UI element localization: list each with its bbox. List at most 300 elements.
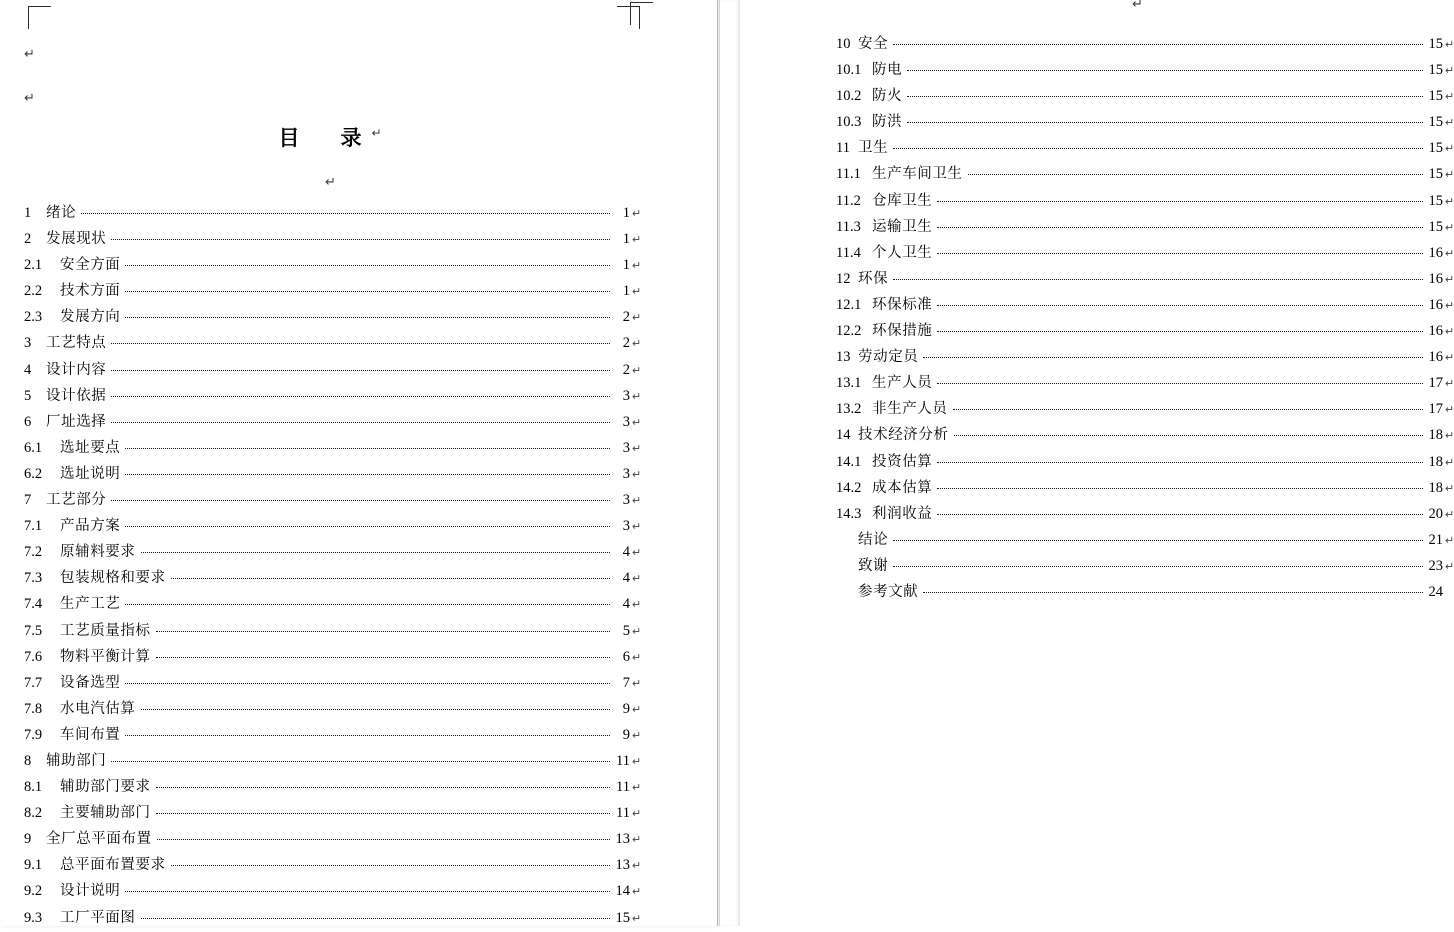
toc-entry-page: 15 — [1428, 88, 1443, 105]
toc-entry-number: 9.2 — [24, 883, 43, 900]
toc-entry-page: 1 — [622, 283, 630, 300]
toc-entry-label: 产品方案 — [60, 518, 121, 535]
paragraph-mark: ↵ — [632, 547, 642, 560]
toc-entry[interactable] — [24, 410, 640, 436]
paragraph-mark: ↵ — [1445, 169, 1454, 182]
toc-list-left — [24, 201, 640, 932]
toc-entry-page: 11 — [616, 805, 630, 822]
toc-entry-number: 9.3 — [24, 909, 43, 926]
toc-entry-number: 7.1 — [24, 518, 43, 535]
paragraph-mark: ↵ — [24, 90, 35, 105]
toc-entry-label: 工艺质量指标 — [60, 622, 151, 639]
toc-entry[interactable] — [24, 801, 640, 827]
toc-entry-number: 7.6 — [24, 648, 43, 665]
toc-entry-page: 3 — [622, 465, 630, 482]
paragraph-mark: ↵ — [632, 886, 642, 899]
toc-entry-page: 4 — [622, 570, 630, 587]
toc-entry[interactable] — [836, 450, 1453, 476]
toc-entry-page: 15 — [1428, 62, 1443, 79]
toc-entry-page: 13 — [615, 857, 630, 874]
toc-entry-label: 技术经济分析 — [858, 427, 949, 444]
toc-entry-number: 2.3 — [24, 309, 43, 326]
toc-entry-page: 11 — [616, 752, 630, 769]
paragraph-mark: ↵ — [632, 286, 642, 299]
toc-entry-page: 1 — [622, 257, 630, 274]
paragraph-mark: ↵ — [632, 677, 642, 690]
page-separator — [719, 0, 741, 926]
toc-entry-label: 设计内容 — [46, 361, 107, 378]
toc-leader-dots — [954, 434, 1423, 436]
toc-entry-number: 8.1 — [24, 779, 43, 796]
toc-entry-number: 12.1 — [836, 296, 862, 313]
toc-entry-page: 18 — [1428, 427, 1443, 444]
toc-entry-number: 7.5 — [24, 622, 43, 639]
toc-leader-dots — [157, 838, 610, 840]
toc-entry-number: 9 — [24, 831, 32, 848]
toc-entry[interactable] — [836, 58, 1453, 84]
toc-entry[interactable] — [24, 879, 640, 905]
toc-leader-dots — [923, 356, 1423, 358]
toc-entry-number: 7 — [24, 492, 32, 509]
toc-leader-dots — [125, 682, 610, 684]
toc-entry-label: 选址说明 — [60, 465, 121, 482]
toc-list-right — [836, 32, 1453, 606]
toc-entry[interactable] — [836, 241, 1453, 267]
toc-entry-number: 4 — [24, 361, 32, 378]
toc-entry-number: 13.2 — [836, 401, 862, 418]
toc-entry-label: 仓库卫生 — [872, 192, 933, 209]
paragraph-mark: ↵ — [1445, 143, 1454, 156]
toc-entry[interactable] — [24, 619, 640, 645]
paragraph-mark: ↵ — [632, 573, 642, 586]
toc-leader-dots — [171, 577, 610, 579]
toc-entry-label: 个人卫生 — [872, 244, 933, 261]
toc-leader-dots — [141, 708, 611, 710]
toc-entry-page: 18 — [1428, 479, 1443, 496]
toc-entry-page: 24 — [1428, 583, 1443, 600]
toc-leader-dots — [125, 890, 610, 892]
toc-entry-page: 20 — [1428, 505, 1443, 522]
paragraph-mark: ↵ — [632, 651, 642, 664]
toc-entry-number: 10.3 — [836, 114, 862, 131]
toc-entry[interactable] — [24, 592, 640, 618]
toc-leader-dots — [111, 499, 610, 501]
paragraph-mark: ↵ — [632, 468, 642, 481]
toc-entry[interactable] — [24, 384, 640, 410]
paragraph-mark: ↵ — [632, 808, 642, 821]
toc-leader-dots — [907, 95, 1423, 97]
toc-entry-number: 1 — [24, 205, 32, 221]
crop-mark-top-left — [630, 2, 653, 25]
toc-leader-dots — [937, 252, 1423, 254]
toc-entry-label: 成本估算 — [872, 479, 933, 496]
toc-entry-page: 9 — [622, 700, 630, 717]
paragraph-mark: ↵ — [632, 834, 642, 847]
toc-entry-label: 利润收益 — [872, 505, 933, 522]
toc-entry-number: 7.9 — [24, 726, 43, 743]
toc-entry-number: 13.1 — [836, 375, 862, 392]
toc-entry-page: 15 — [1428, 114, 1443, 131]
toc-entry[interactable] — [836, 554, 1453, 580]
toc-entry-label: 选址要点 — [60, 439, 121, 456]
toc-entry-number: 6.1 — [24, 439, 43, 456]
toc-leader-dots — [937, 200, 1423, 202]
toc-entry-label: 设备选型 — [60, 674, 121, 691]
toc-entry-label: 环保标准 — [872, 296, 933, 313]
toc-entry-label: 参考文献 — [858, 583, 919, 600]
toc-entry[interactable] — [24, 462, 640, 488]
paragraph-mark: ↵ — [632, 416, 642, 429]
toc-entry-number: 3 — [24, 335, 32, 352]
toc-entry-number: 6.2 — [24, 465, 43, 482]
paragraph-mark: ↵ — [632, 260, 642, 273]
paragraph-mark: ↵ — [1445, 91, 1454, 104]
toc-entry[interactable] — [24, 253, 640, 279]
toc-entry[interactable] — [836, 189, 1453, 215]
toc-leader-dots — [111, 421, 610, 423]
paragraph-mark: ↵ — [632, 521, 642, 534]
toc-entry-page: 16 — [1428, 296, 1443, 313]
toc-entry-label: 设计说明 — [60, 883, 121, 900]
toc-entry-label: 生产人员 — [872, 375, 933, 392]
paragraph-mark: ↵ — [24, 46, 35, 61]
toc-entry-label: 物料平衡计算 — [60, 648, 151, 665]
toc-entry-number: 7.8 — [24, 700, 43, 717]
toc-entry[interactable] — [836, 267, 1453, 293]
toc-entry-page: 14 — [615, 883, 630, 900]
toc-entry-number: 2 — [24, 231, 32, 248]
toc-entry-page: 3 — [622, 518, 630, 535]
toc-entry-page: 3 — [622, 439, 630, 456]
paragraph-mark: ↵ — [1445, 247, 1454, 260]
toc-entry-label: 防洪 — [872, 114, 903, 131]
toc-entry-label: 致谢 — [858, 557, 889, 574]
toc-entry[interactable] — [24, 671, 640, 697]
toc-entry[interactable] — [836, 528, 1453, 554]
toc-entry[interactable] — [24, 331, 640, 357]
toc-entry-number: 8 — [24, 752, 32, 769]
toc-leader-dots — [125, 473, 610, 475]
toc-entry-number: 7.2 — [24, 544, 43, 561]
paragraph-mark: ↵ — [1445, 534, 1454, 547]
paragraph-mark: ↵ — [632, 495, 642, 508]
toc-entry-number: 10 — [836, 36, 851, 52]
paragraph-mark: ↵ — [632, 625, 642, 638]
toc-entry-page: 7 — [622, 674, 630, 691]
toc-entry[interactable] — [24, 566, 640, 592]
toc-entry-label: 原辅料要求 — [60, 544, 136, 561]
toc-entry-page: 15 — [615, 909, 630, 926]
toc-leader-dots — [156, 812, 610, 814]
paragraph-mark: ↵ — [1445, 482, 1454, 495]
toc-entry-page: 11 — [616, 779, 630, 796]
toc-entry[interactable] — [24, 279, 640, 305]
toc-leader-dots — [937, 487, 1423, 489]
toc-entry-page: 1 — [622, 205, 630, 221]
toc-entry-number: 2.2 — [24, 283, 43, 300]
toc-entry-page: 3 — [622, 387, 630, 404]
toc-entry[interactable] — [836, 580, 1453, 606]
toc-leader-dots — [893, 43, 1423, 45]
paragraph-mark: ↵ — [1132, 0, 1143, 11]
toc-entry[interactable] — [24, 227, 640, 253]
toc-entry-label: 安全 — [858, 36, 889, 52]
toc-leader-dots — [125, 525, 610, 527]
toc-entry-page: 16 — [1428, 323, 1443, 340]
toc-entry[interactable] — [24, 853, 640, 879]
toc-entry-number: 5 — [24, 387, 32, 404]
toc-entry-number: 9.1 — [24, 857, 43, 874]
toc-leader-dots — [893, 565, 1423, 567]
paragraph-mark: ↵ — [632, 442, 642, 455]
paragraph-mark: ↵ — [632, 912, 642, 925]
toc-entry-label: 结论 — [858, 531, 889, 548]
toc-entry-label: 防火 — [872, 88, 903, 105]
toc-leader-dots — [893, 278, 1423, 280]
paragraph-mark: ↵ — [1445, 378, 1454, 391]
toc-entry-page: 3 — [622, 413, 630, 430]
paragraph-mark: ↵ — [1445, 221, 1454, 234]
toc-entry-label: 技术方面 — [60, 283, 121, 300]
toc-entry-page: 15 — [1428, 166, 1443, 183]
toc-entry-page: 15 — [1428, 218, 1443, 235]
toc-entry-label: 工艺部分 — [46, 492, 107, 509]
toc-leader-dots — [923, 591, 1423, 593]
toc-entry-page: 17 — [1428, 375, 1443, 392]
toc-entry-page: 5 — [622, 622, 630, 639]
toc-entry-number: 12.2 — [836, 323, 862, 340]
paragraph-mark: ↵ — [632, 312, 642, 325]
paragraph-mark: ↵ — [632, 782, 642, 795]
paragraph-mark: ↵ — [1445, 326, 1454, 339]
toc-leader-dots — [937, 382, 1423, 384]
toc-entry-page: 4 — [622, 596, 630, 613]
toc-entry-label: 运输卫生 — [872, 218, 933, 235]
toc-entry-number: 6 — [24, 413, 32, 430]
paragraph-mark: ↵ — [1445, 117, 1454, 130]
toc-entry[interactable] — [24, 358, 640, 384]
toc-entry-number: 10.1 — [836, 62, 862, 79]
toc-entry-label: 环保 — [858, 270, 889, 287]
toc-leader-dots — [111, 238, 610, 240]
toc-leader-dots — [111, 369, 610, 371]
toc-leader-dots — [156, 630, 610, 632]
toc-entry-page: 1 — [622, 231, 630, 248]
toc-entry-page: 2 — [622, 309, 630, 326]
toc-entry-number: 11 — [836, 140, 850, 157]
toc-leader-dots — [937, 330, 1423, 332]
paragraph-mark: ↵ — [1445, 430, 1454, 443]
toc-entry[interactable] — [836, 423, 1453, 449]
toc-entry[interactable] — [24, 514, 640, 540]
toc-entry-label: 发展现状 — [46, 231, 107, 248]
toc-entry[interactable] — [24, 723, 640, 749]
toc-entry-label: 环保措施 — [872, 323, 933, 340]
toc-leader-dots — [81, 212, 610, 214]
toc-entry-label: 水电汽估算 — [60, 700, 136, 717]
toc-entry-page: 16 — [1428, 270, 1443, 287]
toc-leader-dots — [156, 786, 610, 788]
paragraph-mark: ↵ — [632, 338, 642, 351]
toc-entry[interactable] — [24, 697, 640, 723]
toc-entry[interactable] — [836, 345, 1453, 371]
paragraph-mark: ↵ — [1445, 39, 1454, 51]
toc-entry[interactable] — [836, 162, 1453, 188]
toc-entry-label: 卫生 — [858, 140, 889, 157]
toc-entry-label: 辅助部门要求 — [60, 779, 151, 796]
toc-entry[interactable] — [836, 319, 1453, 345]
toc-entry[interactable] — [24, 906, 640, 932]
toc-leader-dots — [125, 264, 610, 266]
toc-entry-number: 14.3 — [836, 505, 862, 522]
toc-leader-dots — [125, 447, 610, 449]
toc-entry-label: 包装规格和要求 — [60, 570, 166, 587]
toc-entry[interactable] — [24, 201, 640, 227]
crop-mark-top-left — [28, 6, 51, 29]
paragraph-mark: ↵ — [632, 364, 642, 377]
toc-entry-page: 17 — [1428, 401, 1443, 418]
toc-leader-dots — [156, 656, 610, 658]
toc-entry[interactable] — [836, 32, 1453, 58]
toc-entry-number: 11.3 — [836, 218, 861, 235]
toc-entry-label: 绪论 — [46, 205, 77, 221]
toc-entry[interactable] — [24, 645, 640, 671]
toc-entry[interactable] — [836, 476, 1453, 502]
toc-entry-page: 21 — [1428, 531, 1443, 548]
toc-entry-page: 6 — [622, 648, 630, 665]
toc-entry-page: 2 — [622, 335, 630, 352]
toc-entry[interactable] — [24, 749, 640, 775]
toc-leader-dots — [125, 734, 610, 736]
paragraph-mark: ↵ — [1445, 508, 1454, 521]
paragraph-mark: ↵ — [632, 390, 642, 403]
toc-entry[interactable] — [24, 436, 640, 462]
paragraph-mark: ↵ — [1445, 560, 1454, 573]
paragraph-mark: ↵ — [632, 599, 642, 612]
toc-leader-dots — [171, 864, 610, 866]
toc-entry-label: 车间布置 — [60, 726, 121, 743]
toc-leader-dots — [125, 603, 610, 605]
title-paragraph-mark: ↵ — [371, 126, 382, 140]
toc-entry[interactable] — [24, 775, 640, 801]
paragraph-mark: ↵ — [632, 755, 642, 768]
toc-entry[interactable] — [836, 110, 1453, 136]
toc-entry-number: 10.2 — [836, 88, 862, 105]
toc-entry[interactable] — [24, 827, 640, 853]
toc-entry-page: 23 — [1428, 557, 1443, 574]
toc-entry[interactable] — [836, 84, 1453, 110]
toc-entry-number: 13 — [836, 349, 851, 366]
toc-leader-dots — [907, 69, 1423, 71]
toc-entry[interactable] — [24, 305, 640, 331]
toc-leader-dots — [111, 342, 610, 344]
toc-entry-number: 14 — [836, 427, 851, 444]
toc-entry-label: 生产车间卫生 — [872, 166, 963, 183]
toc-entry-label: 辅助部门 — [46, 752, 107, 769]
page-title-text: 目 录 — [278, 126, 372, 150]
toc-entry[interactable] — [836, 293, 1453, 319]
toc-entry-page: 15 — [1428, 192, 1443, 209]
toc-leader-dots — [111, 760, 610, 762]
toc-entry-page: 4 — [622, 544, 630, 561]
paragraph-mark: ↵ — [632, 703, 642, 716]
toc-entry-number: 2.1 — [24, 257, 43, 274]
toc-leader-dots — [893, 147, 1423, 149]
paragraph-mark: ↵ — [632, 208, 642, 220]
toc-entry-label: 全厂总平面布置 — [46, 831, 152, 848]
toc-entry-label: 劳动定员 — [858, 349, 919, 366]
toc-entry-label: 主要辅助部门 — [60, 805, 151, 822]
toc-entry-label: 设计依据 — [46, 387, 107, 404]
toc-leader-dots — [907, 121, 1423, 123]
paragraph-mark: ↵ — [632, 860, 642, 873]
toc-entry-label: 投资估算 — [872, 453, 933, 470]
toc-entry[interactable] — [836, 397, 1453, 423]
paragraph-mark: ↵ — [1445, 299, 1454, 312]
paragraph-mark: ↵ — [1445, 65, 1454, 78]
toc-entry-label: 非生产人员 — [872, 401, 948, 418]
toc-entry-label: 厂址选择 — [46, 413, 107, 430]
toc-entry[interactable] — [836, 502, 1453, 528]
toc-leader-dots — [937, 513, 1423, 515]
toc-leader-dots — [937, 226, 1423, 228]
toc-entry-number: 11.4 — [836, 244, 861, 261]
toc-leader-dots — [111, 395, 610, 397]
toc-entry-label: 工厂平面图 — [60, 909, 136, 926]
page-title — [0, 122, 660, 152]
toc-entry-page: 9 — [622, 726, 630, 743]
paragraph-mark: ↵ — [1445, 352, 1454, 365]
toc-entry-number: 11.1 — [836, 166, 861, 183]
toc-leader-dots — [937, 461, 1423, 463]
toc-leader-dots — [893, 539, 1423, 541]
toc-entry-number: 7.7 — [24, 674, 43, 691]
document-page-right — [740, 0, 1454, 926]
toc-entry-page: 15 — [1428, 140, 1443, 157]
toc-entry[interactable] — [836, 136, 1453, 162]
paragraph-mark: ↵ — [632, 729, 642, 742]
toc-entry-page: 16 — [1428, 244, 1443, 261]
toc-leader-dots — [937, 304, 1423, 306]
toc-leader-dots — [968, 173, 1423, 175]
toc-entry-label: 生产工艺 — [60, 596, 121, 613]
toc-entry-number: 7.4 — [24, 596, 43, 613]
toc-entry-number: 8.2 — [24, 805, 43, 822]
paragraph-mark: ↵ — [1445, 404, 1454, 417]
toc-entry-label: 安全方面 — [60, 257, 121, 274]
toc-entry-number: 14.2 — [836, 479, 862, 496]
toc-leader-dots — [125, 316, 610, 318]
toc-entry-number: 14.1 — [836, 453, 862, 470]
toc-entry-label: 发展方向 — [60, 309, 121, 326]
toc-leader-dots — [125, 290, 610, 292]
toc-leader-dots — [953, 408, 1424, 410]
toc-entry-page: 2 — [622, 361, 630, 378]
toc-entry[interactable] — [24, 488, 640, 514]
paragraph-mark: ↵ — [1445, 456, 1454, 469]
toc-entry-number: 12 — [836, 270, 851, 287]
toc-entry-page: 18 — [1428, 453, 1443, 470]
toc-leader-dots — [141, 551, 611, 553]
toc-entry-label: 防电 — [872, 62, 903, 79]
toc-entry[interactable] — [24, 540, 640, 566]
toc-entry-number: 11.2 — [836, 192, 861, 209]
paragraph-mark: ↵ — [1445, 273, 1454, 286]
toc-entry[interactable] — [836, 371, 1453, 397]
toc-entry-page: 16 — [1428, 349, 1443, 366]
toc-entry[interactable] — [836, 215, 1453, 241]
toc-entry-label: 总平面布置要求 — [60, 857, 166, 874]
